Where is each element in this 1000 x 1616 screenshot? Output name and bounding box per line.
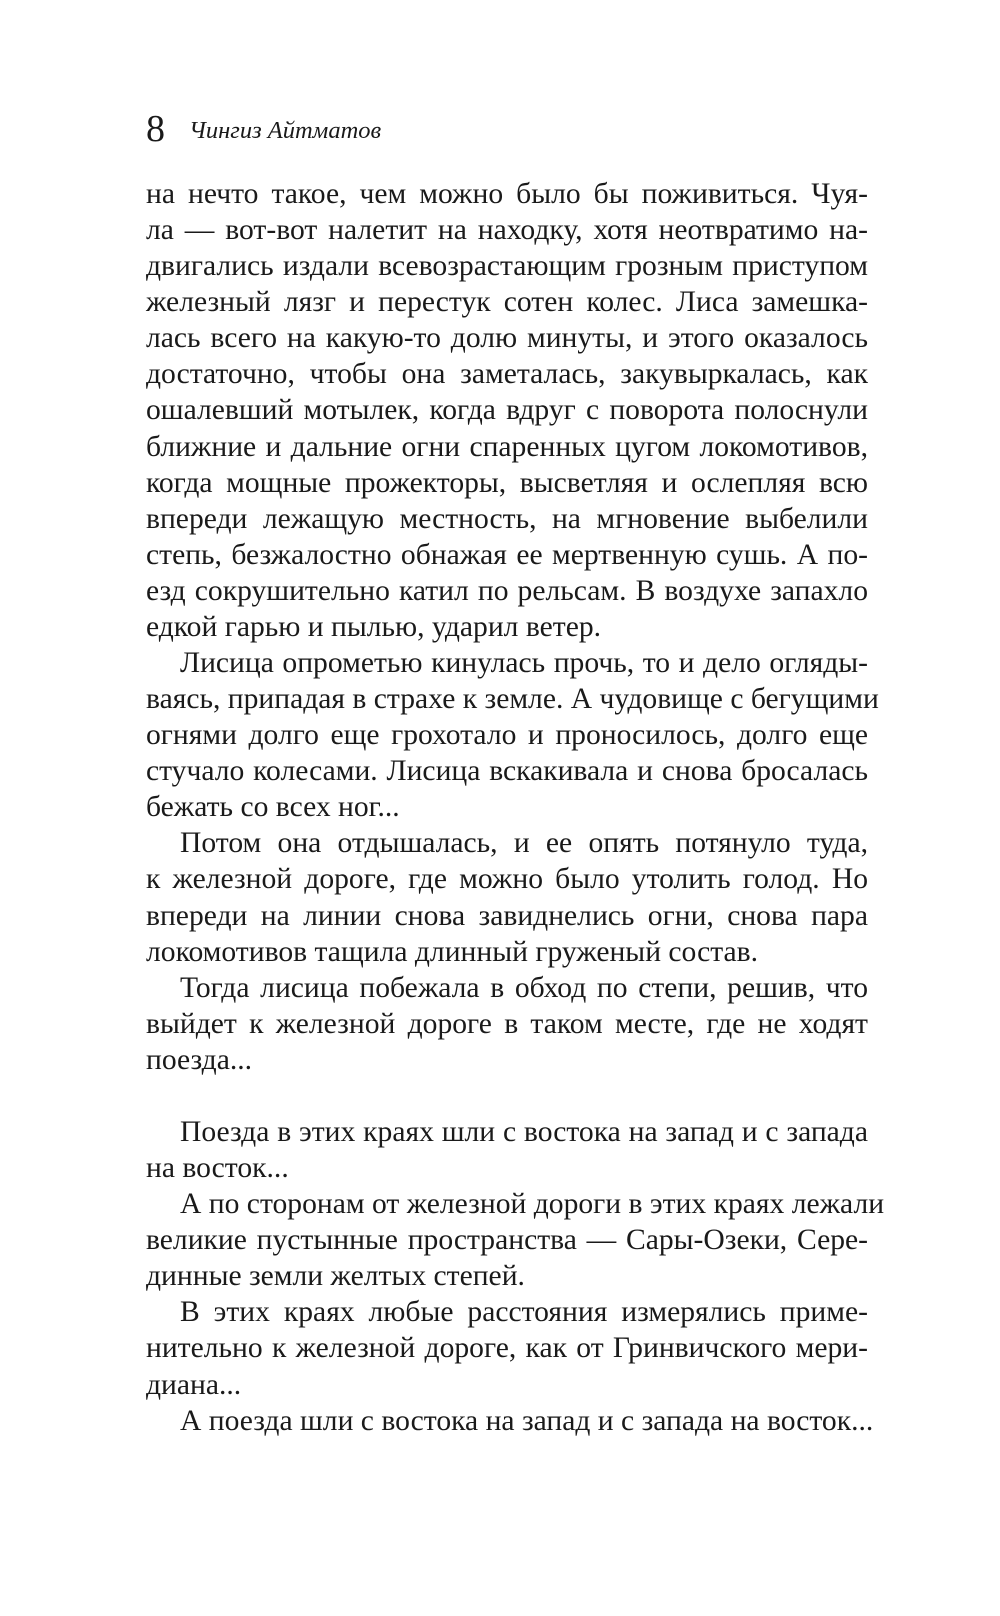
text-line: поезда... [146, 1043, 253, 1076]
text-line: к железной дороге, где можно было утолить голод. Но [146, 863, 868, 896]
text-line: диана... [146, 1368, 242, 1401]
text-line: огнями долго еще грохотало и проносилось, долго еще [146, 719, 868, 752]
text-line: А поезда шли с востока на запад и с запада на восток... [180, 1404, 874, 1437]
page-number: 8 [146, 108, 165, 150]
text-line: локомотивов тащила длинный груженый состав. [146, 935, 759, 968]
text-line: А по сторонам от железной дороги в этих краях лежали [180, 1188, 885, 1221]
text-line: двигались издали всевозрастающим грозным приступом [146, 250, 868, 283]
text-line: Лисица опрометью кинулась прочь, то и дело огляды- [180, 647, 868, 680]
paragraph [146, 645, 879, 825]
text-line: ошалевший мотылек, когда вдруг с поворота полоснули [146, 394, 868, 427]
paragraph [146, 1403, 874, 1439]
body-text [146, 176, 885, 1439]
paragraph [146, 1186, 885, 1294]
text-line: нительно к железной дороге, как от Гринвичского мери- [146, 1332, 868, 1365]
text-line: выйдет к железной дороге в таком месте, где не ходят [146, 1007, 868, 1040]
text-line: В этих краях любые расстояния измерялись приме- [180, 1296, 868, 1329]
paragraph [146, 1294, 868, 1402]
text-line: Потом она отдышалась, и ее опять потянуло туда, [180, 827, 868, 860]
text-line: бежать со всех ног... [146, 791, 400, 824]
text-line: динные земли желтых степей. [146, 1260, 525, 1293]
paragraph [146, 970, 868, 1078]
running-head [146, 104, 866, 154]
text-line: Поезда в этих краях шли с востока на запад и с запада [180, 1115, 868, 1148]
header-author: Чингиз Айтматов [189, 117, 382, 144]
text-line: ла — вот-вот налетит на находку, хотя неотвратимо на- [146, 214, 868, 247]
section-break [146, 1078, 868, 1114]
text-line: ваясь, припадая в страхе к земле. А чудовище с бегущими [146, 683, 879, 716]
text-line: впереди на линии снова завиднелись огни, снова пара [146, 899, 868, 932]
text-line: ближние и дальние огни спаренных цугом локомотивов, [146, 430, 868, 463]
text-line: на восток... [146, 1152, 289, 1185]
text-line: впереди лежащую местность, на мгновение выбелили [146, 502, 868, 535]
paragraph [146, 176, 868, 645]
text-line: когда мощные прожекторы, высветляя и ослепляя всю [146, 466, 868, 499]
text-line: железный лязг и перестук сотен колес. Лиса замешка- [146, 286, 868, 319]
paragraph [146, 1114, 868, 1186]
paragraph [146, 825, 868, 969]
text-line: лась всего на какую-то долю минуты, и этого оказалось [146, 322, 868, 355]
text-line: езд сокрушительно катил по рельсам. В воздухе запахло [146, 574, 868, 607]
text-line: степь, безжалостно обнажая ее мертвенную сушь. А по- [146, 538, 868, 571]
text-line: стучало колесами. Лисица вскакивала и снова бросалась [146, 755, 868, 788]
text-line: на нечто такое, чем можно было бы поживиться. Чуя- [146, 178, 868, 210]
text-line: Тогда лисица побежала в обход по степи, решив, что [180, 971, 868, 1004]
text-line: великие пустынные пространства — Сары-Озеки, Серe- [146, 1224, 868, 1257]
text-line: достаточно, чтобы она заметалась, закувыркалась, как [146, 358, 868, 391]
text-line: едкой гарью и пылью, ударил ветер. [146, 610, 602, 643]
